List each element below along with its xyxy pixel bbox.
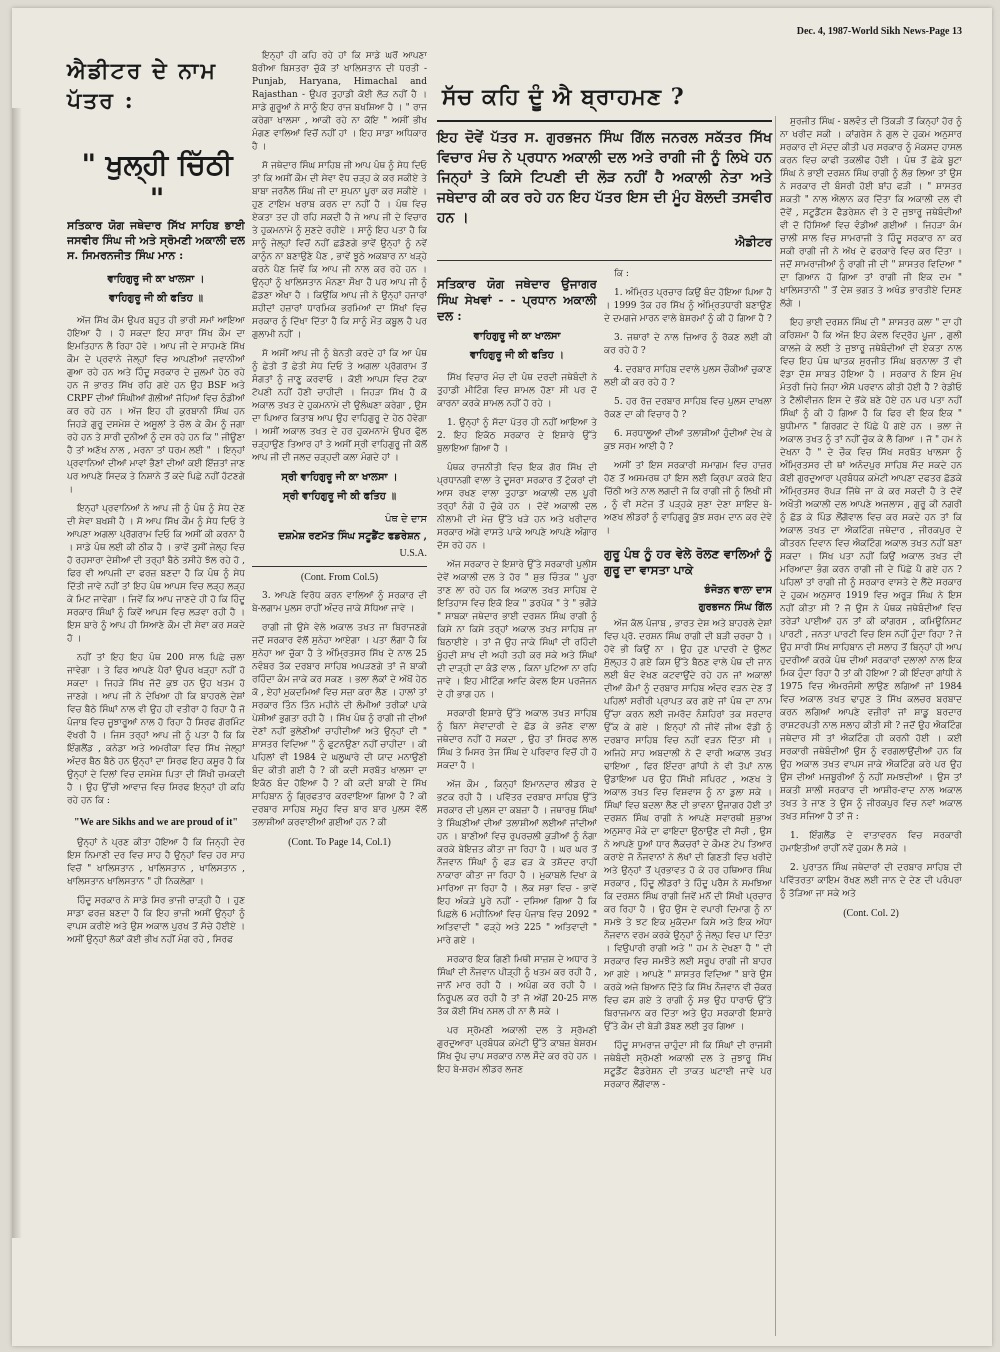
letter-2-address: ਸਤਿਕਾਰ ਯੋਗ ਜਥੇਦਾਰ ਉਜਾਗਰ ਸਿੰਘ ਸੇਖਵਾਂ - - ਪ੍ਰਧਾਨ ਅਕਾਲੀ ਦਲ : [437, 277, 597, 323]
page-folio: Dec. 4, 1987-World Sikh News-Page 13 [796, 26, 962, 37]
letter-2-para-4: ਅੱਜ ਸਰਕਾਰ ਦੇ ਇਸ਼ਾਰੇ ਉੱਤੇ ਸਰਕਾਰੀ ਪੁਲੀਸ ਦੇਵੇਂ ਅਕਾਲੀ ਦਲ ਤੇ ਹੋਰ " ਸ਼ੁਭ ਚਿੰਤਕ " ਪੂਰਾ ਤਾਣ ਲਾ ਰਹੇ ਹਨ ਕਿ ਅਕਾਲ ਤਖਤ ਸਾਹਿਬ ਦੇ ਇਤਿਹਾਸ ਵਿਚ ਇਕੋ ਇਕ " ਡਰਪੋਕ " ਤੇ " ਭਗੌੜੇ " ਸਾਬਕਾ ਜਥੇਦਾਰ ਭਾਈ ਦਰਸ਼ਨ ਸਿੰਘ ਰਾਗੀ ਨੂੰ ਕਿਸੇ ਨਾ ਕਿਸੇ ਤਰ੍ਹਾਂ ਅਕਾਲ ਤਖਤ ਸਾਹਿਬ ਜਾ ਬਿਠਾਈਏ । ਤਾਂ ਜੋ ਉਹ ਜਾਕੇ ਸਿੰਘਾਂ ਦੀ ਰਹਿੰਦੀ ਖੂੰਹਦੀ ਸ਼ਾਖ ਦੀ ਅਹੀ ਤਹੀ ਕਰ ਸਕੇ ਅਤੇ ਸਿੰਘਾਂ ਦੀ ਦਾੜ੍ਹੀ ਦਾ ਕੰਡੋ ਵਾਲ , ਕਿਨਾ ਪੁਟਿਆ ਨਾ ਰਹਿ ਜਾਵੇ । ਇਹ ਮੀਟਿੰਗ ਆਦਿ ਕੇਵਲ ਇਸ ਪਰਜੋਜਨ ਦੇ ਹੀ ਭਾਗ ਹਨ । [437, 560, 597, 700]
article-cont-para-2: ਰਾਗੀ ਜੀ ਉਸੇ ਵੇਲੇ ਅਕਾਲ ਤਖਤ ਜਾ ਬਿਰਾਜਣਗੇ ਜਦੋਂ ਸਰਕਾਰ ਵੱਲੋਂ ਸੁਨੇਹਾ ਆਏਗਾ । ਪਤਾ ਲੱਗਾ ਹੈ ਕਿ ਸੁਨੇਹਾ ਆ ਚੁੱਕਾ ਹੈ ਤੇ ਅੰਮ੍ਰਿਤਸਰ ਸਿੱਖ ਦੇ ਨਾਲ 25 ਨਵੰਬਰ ਤੱਕ ਦਰਬਾਰ ਸਾਹਿਬ ਅਪੜਣਗੇ ਤਾਂ ਜੋ ਬਾਕੀ ਰਹਿੰਦਾ ਕੰਮ ਜਾਕੇ ਕਰ ਸਕਣ । ਭਲਾ ਲੋਕਾਂ ਦੇ ਅੱਖੋਂ ਹੇਠ ਕੋ , ਏਹਾਂ ਮੁਕਦਮਿਆਂ ਵਿਚ ਸਜ਼ਾ ਕਰਾ ਲੈਣ । ਹਾਲਾਂ ਤਾਂ ਸਰਕਾਰ ਤਿੰਨ ਤਿੰਨ ਮਹੀਨੇ ਦੀ ਲੰਮੀਆਂ ਤਰੀਕਾਂ ਪਾਕੇ ਪੇਸ਼ੀਆਂ ਭੁਗਤਾ ਰਹੀ ਹੈ । ਸਿੱਖ ਪੰਥ ਨੂੰ ਰਾਗੀ ਜੀ ਦੀਆਂ ਦੇਣਾਂ ਨਹੀਂ ਭੁਲੇਣੀਆਂ ਚਾਹੀਦੀਆਂ ਅਤੇ ਉਨ੍ਹਾਂ ਦੀ " ਸ਼ਾਸਤਰ ਵਿਦਿਆ " ਨੂੰ ਫੁਟਨਉਣਾ ਨਹੀਂ ਚਾਹੀਦਾ । ਕੀ ਪਹਿਲਾਂ ਵੀ 1984 ਦੇ ਘਲੂਘਾਰੇ ਦੀ ਯਾਦ ਮਨਾਉਣੀ ਬੰਦ ਕੀਤੀ ਗਈ ਹੈ ? ਕੀ ਕਦੀ ਸਰਬੱਤ ਖਾਲਸਾ ਦਾ ਇਕੱਠ ਬੰਦ ਹੋਇਆ ਹੈ ? ਕੀ ਕਦੀ ਬਾਕੀ ਦੇ ਸਿੱਖ ਸਾਹਿਬਾਨ ਨੂੰ ਗ੍ਰਿਫਤਾਰ ਕਰਵਾਇਆ ਗਿਆ ਹੈ ? ਕੀ ਦਰਬਾਰ ਸਾਹਿਬ ਸਮੂਹ ਵਿਚ ਬਾਰ ਬਾਰ ਪੁਲਸ ਵੱਲੋਂ ਤਲਾਸ਼ੀਆਂ ਕਰਵਾਈਆਂ ਗਈਆਂ ਹਨ ? ਕੀ [252, 623, 427, 828]
letter-2-para-8: ਪਰ ਸ੍ਰੋਮਣੀ ਅਕਾਲੀ ਦਲ ਤੇ ਸ੍ਰੋਮਣੀ ਗੁਰਦੁਆਰਾ ਪ੍ਰਬੰਧਕ ਕਮੇਟੀ ਉੱਤੇ ਕਾਬਜ਼ ਬੇਸ਼ਰਮ ਸਿੱਖ ਚੁੱਪ ਚਾਪ ਸਰਕਾਰ ਨਾਲ ਸੌਦੇ ਕਰ ਰਹੇ ਹਨ । ਇਹ ਬੇ-ਸ਼ਰਮ ਲੀਡਰ ਲਜਣ [437, 1026, 597, 1075]
column-3 [437, 268, 597, 1352]
letter-2-q3: 3. ਜਥਾਰਾਂ ਦੇ ਨਾਲ ਜ਼ਿਆਰ ਨੂੰ ਰੋਕਣ ਲਈ ਕੀ ਕਰ ਰਹੇ ਹੋ ? [604, 333, 772, 356]
letter-2-para-6: ਅੱਜ ਕੌਮ , ਕਿਨ੍ਹਾਂ ਇਮਾਨਦਾਰ ਲੀਡਰ ਦੇ ਭਟਕ ਰਹੀ ਹੈ । ਪਵਿੱਤਰ ਦਰਬਾਰ ਸਾਹਿਬ ਉੱਤੇ ਸਰਕਾਰ ਦੀ ਪੁਲਸ ਦਾ ਕਬਜ਼ਾ ਹੈ । ਜਥਾਰਥੁ ਸਿੰਘਾਂ ਤੇ ਸਿੰਘਣੀਆਂ ਦੀਆਂ ਤਲਾਸ਼ੀਆਂ ਲਈਆਂ ਜਾਂਦੀਆਂ ਹਨ । ਬਾਣੀਆਂ ਵਿਚ ਰੁਪਰਚਲੀ ਕੁੜੀਆਂ ਨੂੰ ਨੰਗਾ ਕਰਕੇ ਬੇਇਜ਼ਤ ਕੀਤਾ ਜਾ ਰਿਹਾ ਹੈ । ਘਰ ਘਰ ਤੋਂ ਨੌਜਵਾਨ ਸਿੰਘਾਂ ਨੂੰ ਫੜ ਫੜ ਕੇ ਤਸ਼ੱਦਦ ਰਾਹੀਂ ਨਾਕਾਰਾ ਕੀਤਾ ਜਾ ਰਿਹਾ ਹੈ । ਮੁਕਾਬਲੇ ਦਿਖਾ ਕੇ ਮਾਰਿਆ ਜਾ ਰਿਹਾ ਹੈ । ਲੋਕ ਸਭਾ ਵਿਚ - ਭਾਵੇਂ ਇਹ ਅੰਕੜੇ ਪੂਰੇ ਨਹੀਂ - ਦਸਿਆ ਗਿਆ ਹੈ ਕਿ ਪਿਛਲੇ 6 ਮਹੀਨਿਆਂ ਵਿਚ ਪੰਜਾਬ ਵਿਚ 2092 " ਅਤਿਵਾਦੀ " ਫੜ੍ਹੇ ਅਤੇ 225 " ਅਤਿਵਾਦੀ " ਮਾਰੇ ਗਏ । [437, 780, 597, 946]
article-para-1: ਅੱਜ ਕੱਲ ਪੰਜਾਬ , ਭਾਰਤ ਦੇਸ਼ ਅਤੇ ਬਾਹਰਲੇ ਦੇਸ਼ਾਂ ਵਿਚ ਪ੍ਰੋ. ਦਰਸ਼ਨ ਸਿੰਘ ਰਾਗੀ ਦੀ ਬੜੀ ਚਰਚਾ ਹੈ । ਹੋਵੇ ਭੀ ਕਿਉਂ ਨਾ । ਉਹ ਹੁਣ ਪਾਦਰੀ ਦੇ ਉਲਟ ਸੁੱਲ੍ਹਤ ਹੋ ਗਏ ਕਿਸ ਉੱਤੇ ਬੈਠਣ ਵਾਲੇ ਪੰਥ ਦੀ ਜਾਨ ਲਈ ਬੰਦ ਵੇਖਣ ਕਟਵਾਉਂਦੇ ਰਹੇ ਹਨ ਜਾਂ ਅਕਾਲਾਂ ਦੀਆਂ ਕੌਮਾਂ ਨੂੰ ਦਰਬਾਰ ਸਾਹਿਬ ਅੰਦਰ ਵੜਨ ਦੇਣ ਤੋਂ ਪਹਿਲਾਂ ਸਰੀਰੀ ਪ੍ਰਾਪਤ ਕਰ ਗਏ ਜਾਂ ਪੰਥ ਦਾ ਨਾਮ ਉੱਚਾ ਕਰਨ ਲਈ ਜਮਰੋਦ ਨੰਸ਼ਹਿਰਾਂ ਤਕ ਸਰਦਾਰ ਉੱਕ ਕੇ ਗਏ । ਇਨ੍ਹਾਂ ਨੀ ਜੀਵੇਂ ਜੀਅ ਵੱਡੀ ਨੂੰ ਦਰਬਾਰ ਸਾਹਿਬ ਵਿਚ ਨਹੀਂ ਵੜਨ ਦਿੱਤਾ ਸੀ । ਅਜਿਹੇ ਸਾਹ ਅਬਦਾਲੀ ਨੇ ਦੋ ਵਾਰੀ ਅਕਾਲ ਤਖਤ ਢਾਇਆ , ਫਿਰ ਇੰਦਰਾ ਗਾਂਧੀ ਨੇ ਵੀ ਤੋਪਾਂ ਨਾਲ ਉਡਾਇਆ ਪਰ ਉਹ ਸਿੱਖੀ ਸਪਿਰਟ , ਅਣਖ ਤੇ ਅਕਾਲ ਤਖਤ ਵਿਚ ਵਿਸ਼ਵਾਸ ਨੂੰ ਨਾ ਡੁਲਾ ਸਕੇ । ਸਿੰਘਾਂ ਵਿਚ ਬਦਲਾ ਲੈਣ ਦੀ ਭਾਵਨਾ ਉਜਾਗਰ ਹੋਈ ਤਾਂ ਦਰਸ਼ਨ ਸਿੰਘ ਰਾਗੀ ਨੇ ਆਪਣੇ ਸਵਾਰਥੀ ਸੁਭਾਅ ਅਨੁਸਾਰ ਮੌਕੇ ਦਾ ਫਾਇਦਾ ਉਠਾਉਣ ਦੀ ਸੋਚੀ , ਉਸ ਨੇ ਆਪਣੇ ਧੂਆਂ ਧਾਰ ਲੈਕਚਰਾਂ ਦੇ ਕੌਮਣ ਟੇਪ ਤਿਆਰ ਕਰਾਏ ਜੋ ਨੌਜਵਾਨਾਂ ਨੇ ਲੱਖਾਂ ਦੀ ਗਿਣਤੀ ਵਿਚ ਖਰੀਦੇ ਅਤੇ ਉਨ੍ਹਾਂ ਤੋਂ ਪ੍ਰਭਾਵਤ ਹੋ ਕੇ ਹਰ ਹਥਿਆਰ ਸਿੰਘ ਸਰਕਾਰ , ਹਿੰਦੂ ਲੀਡਰਾਂ ਤੇ ਹਿੰਦੂ ਪਰੈਸ ਨੇ ਸਮਝਿਆ ਕਿ ਦਰਸ਼ਨ ਸਿੰਘ ਰਾਗੀ ਜਿਵੇਂ ਮਨੋਂ ਦੀ ਸਿੱਖੀ ਪ੍ਰਚਾਰ ਕਰ ਰਿਹਾ ਹੈ । ਉਹ ਉਸ ਦੇ ਵਪਾਰੀ ਦਿਮਾਗ ਨੂੰ ਨਾ ਸਮਝੇ ਤੇ ਝਟ ਇਕ ਮੁਕੱਦਮਾ ਕਿਸੇ ਅਤੇ ਇਕ ਅੱਧਾ ਨੌਜਵਾਨ ਵਰਮ ਕਰਕੇ ਉਨ੍ਹਾਂ ਨੂੰ ਜੇਲ੍ਹ ਵਿਚ ਪਾ ਦਿੱਤਾ । ਵਿਉਪਾਰੀ ਰਾਗੀ ਅਤੇ " ਹਮ ਨੇ ਦੇਖਣਾ ਹੈ " ਦੀ ਸਰਕਾਰ ਵਿਚ ਸਮਝੌਤੇ ਲਈ ਸਰੂਪ ਰਾਗੀ ਜੀ ਬਾਹਰ ਆ ਗਏ । ਆਪਣੇ " ਸ਼ਾਸਤਰ ਵਿਦਿਆ " ਬਾਰੇ ਉਸ ਕਰਕੇ ਅਜੇ ਬਿਆਨ ਦਿੱਤੇ ਕਿ ਸਿੱਖ ਨੌਜਵਾਨ ਵੀ ਚੱਕਰ ਵਿਚ ਫਸ ਗਏ ਤੇ ਰਾਗੀ ਨੂੰ ਸਭ ਉਹ ਧਾਰਾਓ ਉੱਤੇ ਬਿਰਾਜਮਾਨ ਕਰ ਦਿੱਤਾ ਅਤੇ ਉਹ ਸਰਕਾਰੀ ਇਸ਼ਾਰੇ ਉੱਤੇ ਕੌਮ ਦੀ ਬੇੜੀ ਡੋਬਣ ਲਈ ਤੁਰ ਗਿਆ । [604, 619, 772, 1032]
continued-from-note: (Cont. From Col.5) [252, 566, 427, 584]
letter-2-para-7: ਸਰਕਾਰ ਇਕ ਗਿਣੀ ਮਿਥੀ ਸਾਜ਼ਸ਼ ਦੇ ਅਧਾਰ ਤੇ ਸਿੰਘਾਂ ਦੀ ਨੌਜਵਾਨ ਪੀੜ੍ਹੀ ਨੂੰ ਖਤਮ ਕਰ ਰਹੀ ਹੈ , ਜਾਨੋਂ ਮਾਰ ਰਹੀ ਹੈ । ਅਪੰਗ ਕਰ ਰਹੀ ਹੈ । ਨਿਰੂਪਲ ਕਰ ਰਹੀ ਹੈ ਤਾਂ ਜੋ ਅੱਗੋਂ 20-25 ਸਾਲ ਤੱਕ ਕੋਈ ਸਿੱਖ ਨਸਲ ਹੀ ਨਾ ਲੈ ਸਕੇ । [437, 955, 597, 1017]
column-2 [252, 50, 427, 1340]
editor-intro-sign: ਐਡੀਟਰ [735, 235, 772, 249]
letter-1-greeting-2: ਵਾਹਿਗੁਰੂ ਜੀ ਕੀ ਫਤਿਹ ॥ [109, 293, 203, 304]
letter-2-greeting-1: ਵਾਹਿਗੁਰੂ ਜੀ ਕਾ ਖਾਲਸਾ [473, 331, 561, 342]
letter-1-closing-2: ਸ੍ਰੀ ਵਾਹਿਗੁਰੂ ਜੀ ਕੀ ਫਤਿਹ ॥ [282, 491, 397, 502]
letter-2-sign-1: ਝੰਜੋੜਨ ਵਾਲਾ ਦਾਸ [704, 585, 772, 596]
column-1 [67, 8, 245, 1298]
editor-intro-text: ਇਹ ਦੋਵੇਂ ਪੱਤਰ ਸ. ਗੁਰਭਜਨ ਸਿੰਘ ਗਿੱਲ ਜਨਰਲ ਸਕੱਤਰ ਸਿੱਖ ਵਿਚਾਰ ਮੰਚ ਨੇ ਪ੍ਰਧਾਨ ਅਕਾਲੀ ਦਲ ਅਤੇ ਰਾਗੀ ਜੀ ਨੂੰ ਲਿਖੇ ਹਨ ਜਿਨ੍ਹਾਂ ਤੇ ਕਿਸੇ ਟਿਪਣੀ ਦੀ ਲੋੜ ਨਹੀਂ ਹੈ ਅਕਾਲੀ ਨੇਤਾ ਅਤੇ ਜਥੇਦਾਰ ਕੀ ਕਰ ਰਹੇ ਹਨ ਇਹ ਪੱਤਰ ਇਸ ਦੀ ਮੂੰਹ ਬੋਲਦੀ ਤਸਵੀਰ ਹਨ । [437, 130, 772, 226]
article-cont-para-1: 3. ਆਪਣੇ ਵਿਰੋਧ ਕਰਨ ਵਾਲਿਆਂ ਨੂੰ ਸਰਕਾਰ ਦੀ ਬੇ-ਲਗਾਮ ਪੁਲਸ ਰਾਹੀਂ ਅੰਦਰ ਜਾਕੇ ਸੋਧਿਆ ਜਾਵੇ । [252, 591, 427, 614]
letter-1-para-2: ਇਨ੍ਹਾਂ ਪ੍ਰਵਾਨਿਆਂ ਨੇ ਆਪ ਜੀ ਨੂੰ ਪੰਥ ਨੂੰ ਸੇਧ ਦੇਣ ਦੀ ਸੇਵਾ ਬਖਸ਼ੀ ਹੈ । ਸੋ ਆਪ ਸਿੱਖ ਕੌਮ ਨੂੰ ਸੇਧ ਦਿਓ ਤੇ ਆਪਣਾ ਅਗਲਾ ਪ੍ਰੋਗਰਾਮ ਦਿਓ ਕਿ ਅਸੀਂ ਕੀ ਕਰਨਾ ਹੈ । ਸਾਡੇ ਪੰਥ ਲਈ ਕੀ ਠੀਕ ਹੈ । ਭਾਵੇਂ ਤੁਸੀਂ ਜੇਲ੍ਹ ਵਿਚ ਹੋ ਰਹਸਾਰਾ ਦੇਸ਼ੀਆਂ ਦੀ ਤਰ੍ਹਾਂ ਬੈਠੇ ਤਸੀਹੇ ਝੱਲ ਰਹੇ ਹੋ , ਫਿਰ ਵੀ ਆਪਜੀ ਦਾ ਫਰਜ਼ ਬਣਦਾ ਹੈ ਕਿ ਪੰਥ ਨੂੰ ਸੇਧ ਦਿੱਤੀ ਜਾਵੇ ਨਹੀਂ ਤਾਂ ਇਹ ਪੰਥ ਆਪਸ ਵਿਚ ਲੜ੍ਹ ਲੜ੍ਹ ਕੇ ਮਿਟ ਜਾਵੇਗਾ । ਜਿਵੇਂ ਕਿ ਆਪ ਜਾਣਦੇ ਹੀ ਹੋ ਕਿ ਹਿੰਦੂ ਸਰਕਾਰ ਸਿੰਘਾਂ ਨੂੰ ਕਿਵੇਂ ਆਪਸ ਵਿਚ ਲੜਵਾ ਰਹੀ ਹੈ । ਇਸ ਬਾਰੇ ਨੂੰ ਆਪ ਹੀ ਸਿਆਣੇ ਕੌਮ ਦੀ ਸੇਵਾ ਕਰ ਸਕਦੇ ਹੋ । [67, 504, 245, 644]
article-para-4: ਇਹ ਭਾਈ ਦਰਸ਼ਨ ਸਿੰਘ ਦੀ " ਸ਼ਾਸਤਰ ਕਲਾ " ਦਾ ਹੀ ਕਰਿਸ਼ਮਾ ਹੈ ਕਿ ਅੱਜ ਇਹ ਕੇਵਲ ਵਿਦ੍ਰੋਹ ਪੂਜਾ , ਗੁਲੀ ਕਾਲਜੇ ਕੇ ਲਈ ਤੇ ਜੁਝਾਰੂ ਜਥੇਬੰਦੀਆਂ ਦੀ ਏਕਤਾ ਨਾਲ ਵਿਚ ਇਹ ਪੰਥ ਘਾਤਕ ਸੁਰਜੀਤ ਸਿੰਘ ਬਰਨਾਲਾ ਤੋਂ ਵੀ ਵੱਡਾ ਦੋਸ਼ ਸਾਬਤ ਹੋਇਆ ਹੈ । ਸਰਕਾਰ ਨੇ ਇਸ ਮੁੱਖ ਮੰਤਰੀ ਜਿਹੇ ਜਿਹਾ ਐਸੋ ਪਰਵਾਨ ਕੀਤੀ ਹੋਈ ਹੈ ? ਰੇਡੀਓ ਤੇ ਟੈਲੀਵੀਜ਼ਨ ਇਸ ਦੇ ਭੋਂਕੇ ਬਣੇ ਹੋਏ ਹਨ ਪਰ ਪਤਾ ਨਹੀਂ ਸਿੰਘਾਂ ਨੂੰ ਕੀ ਹੋ ਗਿਆ ਹੈ ਕਿ ਫਿਰ ਵੀ ਇਕ ਇਕ " ਬੁਧੀਮਾਨ " ਗਿਰਗਟ ਦੇ ਪਿੱਛੇ ਪੈ ਗਏ ਹਨ । ਭਲਾ ਜੇ ਅਕਾਲ ਤਖਤ ਨੂੰ ਤਾਂ ਨਹੀਂ ਚੁੱਕ ਕੇ ਲੈ ਗਿਆ । ਜੋ " ਹਮ ਨੇ ਦੇਖਨਾ ਹੈ " ਦੇ ਚੌਕ ਵਿਚ ਸਿੱਖ ਸਰਬੱਤ ਖਾਲਸਾ ਨੂੰ ਅੰਮ੍ਰਿਤਸਰ ਦੀ ਥਾਂ ਅਨੰਦਪੁਰ ਸਾਹਿਬ ਸੱਦ ਸਕਦੇ ਹਨ ਕੋਈ ਗੁਰਦੁਆਰਾ ਪ੍ਰਬੰਧਕ ਕਮੇਟੀ ਆਪਣਾ ਦਫਤਰ ਛੱਡਕੇ ਅੰਮ੍ਰਿਤਸਰ ਰੋਪੜ ਜਿੱਥੇ ਜਾ ਕੇ ਕਰ ਸਕਦੀ ਹੈ ਤੇ ਦੋਵੇਂ ਅਖੌਤੀ ਅਕਾਲੀ ਦਲ ਆਪਣੇ ਅਜਲਾਸ , ਗੁਰੂ ਕੀ ਨਗਰੀ ਨੂੰ ਛੱਡ ਕੇ ਪਿੰਡ ਲੌਂਗੋਵਾਲ ਵਿਚ ਕਰ ਸਕਦੇ ਹਨ ਤਾਂ ਕਿ ਅਕਾਲ ਤਖਤ ਦਾ ਐਕਟਿੰਗ ਜਥੇਦਾਰ , ਜੀਰਕਪੁਰ ਦੇ ਕੀਤਰਨ ਦਿਵਾਨ ਵਿਚ ਐਕਟਿੰਗ ਅਕਾਲ ਤਖਤ ਨਹੀਂ ਬਣਾ ਸਕਦਾ । ਸਿੱਖ ਪਤਾ ਨਹੀਂ ਕਿਉਂ ਅਕਾਲ ਤਖਤ ਦੀ ਮਰਿਆਦਾ ਭੰਗ ਕਰਨ ਰਾਗੀ ਜੀ ਦੇ ਪਿੱਛੇ ਪੈ ਗਏ ਹਨ ? ਪਹਿਲਾਂ ਤਾਂ ਰਾਗੀ ਜੀ ਨੂੰ ਸਰਕਾਰ ਵਾਸਤੇ ਦੇ ਲੈਂਦੇ ਸਰਕਾਰ ਦੇ ਹੁਕਮ ਅਨੁਸਾਰ 1919 ਵਿਚ ਅਰੂੜ ਸਿੰਘ ਨੇ ਇਸ ਨਹੀਂ ਕੀਤਾ ਸੀ ? ਜੋ ਉਸ ਨੇ ਪੰਥਕ ਜਥੇਬੰਦੀਆਂ ਵਿਚ ਤਰੇੜਾਂ ਪਾਈਆਂ ਹਨ ਤਾਂ ਕੀ ਕਾਂਗਰਸ , ਕਮਿਊਨਿਸਟ ਪਾਰਟੀ , ਜਨਤਾ ਪਾਰਟੀ ਵਿਚ ਇਸ ਨਹੀਂ ਹੁੰਦਾ ਰਿਹਾ ? ਜੇ ਉਹ ਸਾਰੀ ਸਿੱਖ ਸਾਹਿਬਾਨ ਦੀ ਸਲਾਹ ਤੋਂ ਬਿਨ੍ਹਾਂ ਹੀ ਆਪ ਹੁਦਰੀਆਂ ਕਰਕੇ ਪੰਥ ਦੀਆਂ ਸਰਕਾਰਾਂ ਦਲਾਲਾਂ ਨਾਲ ਇਕ ਮਿਕ ਹੁੰਦਾ ਰਿਹਾ ਹੈ ਤਾਂ ਕੀ ਹੋਇਆ ? ਕੀ ਇੰਦਰਾ ਗਾਂਧੀ ਨੇ 1975 ਵਿਚ ਐਮਰਜੰਸੀ ਲਾਉਣ ਲਗਿਆਂ ਜਾਂ 1984 ਵਿਚ ਅਕਾਲ ਤਖਤ ਢਾਹੁਣ ਤੇ ਸਿੱਖ ਕਲਚਰ ਬਰਬਾਦ ਕਰਨ ਲਗਿਆਂ ਆਪਣੇ ਵਜ਼ੀਰਾਂ ਜਾਂ ਸ਼ਾਡੂ ਬਰਦਾਰ ਰਾਸ਼ਟਰਪਤੀ ਨਾਲ ਸਲਾਹ ਕੀਤੀ ਸੀ ? ਜਦੋਂ ਉਹ ਐਕਟਿੰਗ ਜਥੇਦਾਰ ਸੀ ਤਾਂ ਐਕਟਿੰਗ ਹੀ ਕਰਨੀ ਹੋਈ । ਕਈ ਸਰਕਾਰੀ ਜਥੇਬੰਦੀਆਂ ਉਸ ਨੂੰ ਵਰਗਲਾਉਂਦੀਆਂ ਹਨ ਕਿ ਉਹ ਅਕਾਲ ਤਖਤ ਵਾਪਸ ਜਾਕੇ ਐਕਟਿੰਗ ਕਰੇ ਪਰ ਉਹ ਉਸ ਦੀਆਂ ਮਜਬੂਰੀਆਂ ਨੂੰ ਨਹੀਂ ਸਮਝਦੀਆਂ । ਉਸ ਤਾਂ ਸ਼ਕਤੀ ਸ਼ਾਲੀ ਸਰਕਾਰ ਦੀ ਆਸ਼ੀਰ-ਵਾਦ ਨਾਲ ਅਕਾਲ ਤਖਤ ਤੇ ਜਾਣ ਤੇ ਉਸ ਨੂੰ ਜੀਰਕਪੁਰ ਵਿਚ ਨਵਾਂ ਅਕਾਲ ਤਖਤ ਸਜਿਆ ਹੈ ਤਾਂ ਜੋ : [780, 318, 962, 822]
open-letter-title: " ਖੁਲ੍ਹੀ ਚਿੱਠੀ " [81, 148, 233, 215]
letter-2-greeting-2: ਵਾਹਿਗੁਰੂ ਜੀ ਕੀ ਫਤਿਹ । [470, 350, 564, 361]
editor-intro [437, 120, 772, 252]
english-quote: "We are Sikhs and we are proud of it" [74, 817, 238, 828]
letter-1-para-1: ਅੱਜ ਸਿੱਖ ਕੌਮ ਉਪਰ ਬਹੁਤ ਹੀ ਭਾਰੀ ਸਮਾਂ ਆਇਆ ਹੋਇਆ ਹੈ । ਹੋ ਸਕਦਾ ਇਹ ਸਾਰਾ ਸਿੱਖ ਕੌਮ ਦਾ ਇਮਤਿਹਾਨ ਲੈ ਰਿਹਾ ਹੋਵੇ । ਆਪ ਜੀ ਦੇ ਸਾਹਮਣੇ ਸਿੱਖ ਕੌਮ ਦੇ ਪ੍ਰਵਾਨੇ ਜੇਲ੍ਹਾਂ ਵਿਚ ਆਪਣੀਆਂ ਜਵਾਨੀਆਂ ਗੁਆ ਰਹੇ ਹਨ ਅਤੇ ਹਿੰਦੂ ਸਰਕਾਰ ਦੇ ਜ਼ੁਲਮਾਂ ਹੇਠ ਰਹੇ ਹਨ ਜੋ ਭਾਰਤ ਸਿੱਖ ਰਹਿ ਗਏ ਹਨ ਉਹ BSF ਅਤੇ CRPF ਦੀਆਂ ਸਿੰਘੀਆਂ ਗੋਲੀਆਂ ਜੋਹਿਆਂ ਵਿਚ ਠੰਡੀਆਂ ਕਰ ਰਹੇ ਹਨ । ਅੱਜ ਇਹ ਹੀ ਕੁਰਬਾਨੀ ਸਿੰਘ ਹਨ ਜਿਹੜੇ ਗੁਰੂ ਦਸਮੇਸ਼ ਦੇ ਅਸੂਲਾਂ ਤੇ ਚੱਲ ਕੇ ਕੌਮ ਨੂੰ ਜਗਾ ਰਹੇ ਹਨ ਤੇ ਸਾਰੀ ਦੁਨੀਆਂ ਨੂੰ ਦਸ ਰਹੇ ਹਨ ਕਿ " ਜੀਊਣਾ ਹੈ ਤਾਂ ਅਣੱਖ ਨਾਲ , ਮਰਨਾ ਤਾਂ ਧਰਮ ਲਈ " । ਇਨ੍ਹਾਂ ਪ੍ਰਵਾਨਿਆਂ ਦੀਆਂ ਮਾਵਾਂ ਭੈਣਾਂ ਦੀਆਂ ਕਈ ਇੱਜ਼ਤਾਂ ਜਾਣ ਪਰ ਆਪਣੇ ਸਿਦਕ ਤੇ ਨਿਸ਼ਾਨੇ ਤੋਂ ਕਦੇ ਪਿਛੇ ਨਹੀਂ ਹੱਟਣਗੇ । [67, 316, 245, 495]
letter-1-signer-country: U.S.A. [399, 548, 427, 559]
letter-1-greeting-1: ਵਾਹਿਗੁਰੂ ਜੀ ਕਾ ਖਾਲਸਾ । [107, 274, 205, 285]
letter-2-sign-heading: ਗੁਰੂ ਪੰਥ ਨੂੰ ਹਰ ਵੇਲੇ ਰੋਲਣ ਵਾਲਿਆਂ ਨੂੰ ਗੁਰੂ ਦਾ ਵਾਸਤਾ ਪਾਕੇ [604, 547, 772, 577]
column-divider-4-5 [775, 116, 776, 1336]
letter-1-closing-1: ਸ੍ਰੀ ਵਾਹਿਗੁਰੂ ਜੀ ਕਾ ਖਾਲਸਾ । [281, 472, 398, 483]
continued-col-note: (Cont. Col. 2) [843, 908, 899, 919]
article-title: ਸੱਚ ਕਹਿ ਦੂੰ ਐ ਬ੍ਰਾਹਮਣ ? [442, 84, 685, 110]
letter-1-signer-line: ਪੰਥ ਦੇ ਦਾਸ [385, 514, 427, 525]
letter-2-q6: 6. ਸਰਧਾਲੂਆਂ ਦੀਆਂ ਤਲਾਸ਼ੀਆਂ ਹੁੰਦੀਆਂ ਦੇਖ ਕੇ ਕੁਝ ਸਰਮ ਆਈ ਹੈ ? [604, 429, 772, 452]
letter-2-closing-para: ਅਸੀਂ ਤਾਂ ਇਸ ਸਰਕਾਰੀ ਸਮਾਗਮ ਵਿਚ ਹਾਜ਼ਰ ਹੋਣ ਤੋਂ ਅਸਮਰਥ ਹਾਂ ਇਸ ਲਈ ਕ੍ਰਿਪਾ ਕਰਕੇ ਇਹ ਚਿੱਠੀ ਅਤੇ ਨਾਲ ਲਗਦੀ ਜੋ ਕਿ ਰਾਗੀ ਜੀ ਨੂੰ ਲਿਖੀ ਸੀ , ਨੂੰ ਵੀ ਸਟੇਜ ਤੋਂ ਪੜ੍ਹਕੇ ਸੁਣਾ ਦੇਣਾ ਸ਼ਾਇਦ ਬੇ-ਅਣਖ ਲੀਡਰਾਂ ਨੂੰ ਵਾਹਿਗੁਰੂ ਕੁੱਝ ਸ਼ਰਮ ਦਾਨ ਕਰ ਦੇਵੇ । [604, 461, 772, 536]
intro-bottom-rule [437, 260, 772, 261]
letter-2-para-5: ਸਰਕਾਰੀ ਇਸ਼ਾਰੇ ਉੱਤੇ ਅਕਾਲ ਤਖਤ ਸਾਹਿਬ ਨੂੰ ਬਿਨਾ ਸੇਵਾਦਾਰੀ ਦੇ ਛੱਡ ਕੇ ਭਜੱਣ ਵਾਲਾ ਜਥੇਦਾਰ ਨਹੀਂ ਹੋ ਸਕਦਾ , ਉਹ ਤਾਂ ਸਿਰਫ ਲਾਲ ਸਿੰਘ ਤੇ ਮਿਸਰ ਤੇਜ ਸਿੰਘ ਦੇ ਪਰਿਵਾਰ ਵਿਚੋਂ ਹੀ ਹੋ ਸਕਦਾ ਹੈ । [437, 709, 597, 771]
column-4 [604, 268, 772, 1352]
letter-2-q5: 5. ਹਰ ਰੋਜ਼ ਦਰਬਾਰ ਸਾਹਿਬ ਵਿਚ ਪੁਲਸ ਦਾਖਲਾ ਰੋਕਣ ਦਾ ਕੀ ਵਿਚਾਰ ਹੈ ? [604, 397, 772, 420]
newspaper-page [12, 8, 992, 1346]
letter-1-address: ਸਤਿਕਾਰ ਯੋਗ ਜਥੇਦਾਰ ਸਿੱਖ ਸਾਹਿਬ ਭਾਈ ਜਸਵੀਰ ਸਿੰਘ ਜੀ ਅਤੇ ਸ੍ਰੋਮਣੀ ਅਕਾਲੀ ਦਲ ਸ. ਸਿਮਰਨਜੀਤ ਸਿੰਘ ਮਾਨ : [67, 219, 245, 262]
letters-headline: ਐਡੀਟਰ ਦੇ ਨਾਮ ਪੱਤਰ : [67, 58, 217, 114]
article-para-3: ਸੁਰਜੀਤ ਸਿੰਘ - ਬਲਵੰਤ ਦੀ ਤਿੱਕੜੀ ਤੋਂ ਕਿਨ੍ਹਾਂ ਹੋਰ ਨੂੰ ਨਾ ਖਰੀਦ ਸਕੀ । ਕਾਂਗਰੇਸ ਨੇ ਗੁਲ ਦੇ ਹੁਕਮ ਅਨੁਸਾਰ ਸਰਕਾਰ ਦੀ ਮੱਦਦ ਕੀਤੀ ਪਰ ਸਰਕਾਰ ਨੂੰ ਮੱਕਸਦ ਹਾਸਲ ਕਰਨ ਵਿਚ ਕਾਫੀ ਤਕਲੀਫ ਹੋਈ । ਪੰਥ ਤੋਂ ਛੇਕੇ ਬੂਟਾ ਸਿੰਘ ਨੇ ਭਾਈ ਦਰਸ਼ਨ ਸਿੰਘ ਰਾਗੀ ਨੂੰ ਲੱਭ ਲਿਆ ਤਾਂ ਉਸ ਨੇ ਸਰਕਾਰ ਦੀ ਬੰਸਰੀ ਹੋਈ ਬਾਂਹ ਫੜੀ । " ਸ਼ਾਸਤਰ ਸ਼ਕਤੀ " ਨਾਲ ਐਲਾਨ ਕਰ ਦਿੱਤਾ ਕਿ ਅਕਾਲੀ ਦਲ ਵੀ ਦੋਵੇਂ , ਸਟੂਡੈਂਟਸ ਫੈਡਰੇਸ਼ਨ ਵੀ ਤੇ ਦੋ ਜੁਝਾਰੂ ਜਥੇਬੰਦੀਆਂ ਵੀ ਦੋ ਹਿੱਸਿਆਂ ਵਿਚ ਵੰਡੀਆਂ ਗਈਆਂ । ਜਿਹੜਾ ਕੰਮ ਚਾਲੀ ਸਾਲ ਵਿਚ ਸਾਮਰਾਜੀ ਤੇ ਹਿੰਦੂ ਸਰਕਾਰ ਨਾ ਕਰ ਸਕੀ ਰਾਗੀ ਜੀ ਨੇ ਅੱਖ ਦੇ ਫਰਕਾਰੇ ਵਿਚ ਕਰ ਦਿੱਤਾ । ਜਦੋਂ ਸਾਮਰਾਜੀਆਂ ਨੂੰ ਰਾਗੀ ਜੀ ਦੀ " ਸ਼ਾਸਤਰ ਵਿਦਿਆ " ਦਾ ਗਿਆਨ ਹੋ ਗਿਆ ਤਾਂ ਰਾਗੀ ਜੀ ਇਕ ਦਮ " ਖਾਲਿਸਤਾਨੀ " ਤੋਂ ਦੇਸ਼ ਭਗਤ ਤੇ ਅਖੰਡ ਭਾਰਤੀਏ ਦਿਸਣ ਲੱਗੇ । [780, 117, 962, 309]
letter-1-cont-para-3: ਸੋ ਅਸੀਂ ਆਪ ਜੀ ਨੂੰ ਬੇਨਤੀ ਕਰਦੇ ਹਾਂ ਕਿ ਆ ਪੰਥ ਨੂੰ ਛੇਤੀ ਤੋਂ ਛੇਤੀ ਸੇਧ ਦਿਓ ਤੇ ਅਗਲਾ ਪ੍ਰੋਗਰਾਮ ਤੋਂ ਸੰਗਤਾਂ ਨੂੰ ਜਾਣੂ ਕਰਵਾਓ । ਕੋਈ ਆਪਸ ਵਿਚ ਟੋਕਾ ਟੋਪਣੀ ਨਹੀਂ ਹੋਣੀ ਚਾਹੀਦੀ । ਜਿਹੜਾ ਸਿੱਖ ਹੈ ਕੋ ਅਕਾਲ ਤਖਤ ਦੇ ਹੁਕਮਨਾਮੇ ਦੀ ਉਲੰਘਣਾ ਕਰੇਗਾ , ਉਸ ਦਾ ਪਿਆਰ ਕਿਤਾਬ ਆਪ ਉਹ ਵਾਹਿਗੁਰੂ ਦੇ ਹੇਠ ਹੋਵੇਗਾ । ਅਸੀਂ ਅਕਾਲ ਤਖਤ ਦੇ ਹਰ ਹੁਕਮਨਾਮੇ ਉਪਰ ਫੁੱਲ ਚੜ੍ਹਾਉਣ ਤਿਆਰ ਹਾਂ ਤੇ ਅਸੀਂ ਸ੍ਰੀ ਵਾਹਿਗੁਰੂ ਜੀ ਕੋਲੋਂ ਆਪ ਜੀ ਦੀ ਜਲਦ ਚੜ੍ਹਦੀ ਕਲਾ ਮੰਗਦੇ ਹਾਂ । [252, 349, 427, 463]
column-5 [780, 116, 962, 1352]
letter-2-para-3: ਪੰਥਕ ਰਾਜਨੀਤੀ ਵਿਚ ਇਕ ਗੋਰ ਸਿੱਖ ਦੀ ਪ੍ਰਧਾਨਗੀ ਵਾਲਾ ਤੇ ਦੂਸਰਾ ਸਰਕਾਰ ਤੋਂ ਟੁੱਕਰਾਂ ਦੀ ਆਸ ਰਖਣ ਵਾਲਾ ਤੁਹਾਡਾ ਅਕਾਲੀ ਦਲ ਪੂਰੀ ਤਰ੍ਹਾਂ ਨੰਗੇ ਹੋ ਚੁੱਕੇ ਹਨ । ਦੋਵੇਂ ਅਕਾਲੀ ਦਲ ਨੀਲਾਮੀ ਦੀ ਮੇਜ਼ ਉੱਤੇ ਖੜੇ ਹਨ ਅਤੇ ਖਰੀਦਾਰ ਸਰਕਾਰ ਅੱਗੇ ਵਾਸਤੇ ਪਾਕੇ ਆਪਣੇ ਆਪਣੇ ਅੰਗਾਰ ਦੱਸ ਰਹੇ ਹਨ । [437, 463, 597, 551]
article-point-2: 2. ਪੁਰਾਤਨ ਸਿੰਘ ਜਥੇਦਾਰਾਂ ਦੀ ਦਰਬਾਰ ਸਾਹਿਬ ਦੀ ਪਵਿੱਤਰਤਾ ਕਾਇਮ ਰੱਖਣ ਲਈ ਜਾਨ ਦੇ ਦੇਣ ਦੀ ਪਰੰਪਰਾ ਨੂੰ ਤੋੜਿਆ ਜਾ ਸਕੇ ਅਤੇ [780, 863, 962, 899]
article-para-2: ਹਿੰਦੂ ਸਾਮਰਾਜ ਚਾਹੁੰਦਾ ਸੀ ਕਿ ਸਿੰਘਾਂ ਦੀ ਰਾਜਸੀ ਜਥੇਬੰਦੀ ਸ੍ਰੋਮਣੀ ਅਕਾਲੀ ਦਲ ਤੇ ਜੁਝਾਰੂ ਸਿੱਖ ਸਟੂਡੈਂਟ ਫੈਡਰੇਸ਼ਨ ਦੀ ਤਾਕਤ ਘਟਾਈ ਜਾਵੇ ਪਰ ਸਰਕਾਰ ਲੌਂਗੋਵਾਲ - [604, 1041, 772, 1090]
letter-1-para-5: ਹਿੰਦੂ ਸਰਕਾਰ ਨੇ ਸਾਡੇ ਸਿਰ ਭਾਜੀ ਚਾੜ੍ਹੀ ਹੈ । ਹੁਣ ਸਾਡਾ ਫਰਜ਼ ਬਣਦਾ ਹੈ ਕਿ ਇਹ ਭਾਜੀ ਅਸੀਂ ਉਨ੍ਹਾਂ ਨੂੰ ਵਾਪਸ ਕਰੀਏ ਅਤੇ ਉਸ ਅਕਾਲ ਪੁਰਖ ਤੋਂ ਸੱਚੇ ਹੋਈਏ । ਅਸੀਂ ਉਨ੍ਹਾਂ ਲੋਕਾਂ ਕੋਈ ਭੀਖ ਨਹੀਂ ਮੰਗ ਰਹੇ , ਸਿਰਫ [67, 896, 245, 945]
letter-1-para-3: ਨਹੀਂ ਤਾਂ ਇਹ ਇਹ ਪੰਥ 200 ਸਾਲ ਪਿਛੇ ਚਲਾ ਜਾਵੇਗਾ । ਤੇ ਫਿਰ ਆਪਣੇ ਪੈਰਾਂ ਉਪਰ ਖੜ੍ਹਾ ਨਹੀਂ ਹੋ ਸਕਦਾ । ਜਿਹੜੇ ਸਿੱਖ ਜੱਦੋ ਕੁਝ ਹਨ ਉਹ ਖਤਮ ਹੋ ਜਾਣਗੇ । ਆਪ ਜੀ ਨੇ ਦੇਖਿਆ ਹੀ ਕਿ ਬਾਹਰਲੇ ਦੇਸ਼ਾਂ ਵਿਚ ਬੈਠੇ ਸਿੰਘਾਂ ਨਾਲ ਵੀ ਉਹ ਹੀ ਵਤੀਰਾ ਹੋ ਰਿਹਾ ਹੈ ਜੋ ਪੰਜਾਬ ਵਿਚ ਜੂਝਾਰੂਆਂ ਨਾਲ ਹੋ ਰਿਹਾ ਹੈ ਸਿਰਫ ਗੋਰਮਿੰਟ ਵੱਖਰੀ ਹੈ । ਜਿਸ ਤਰ੍ਹਾਂ ਆਪ ਜੀ ਨੂੰ ਪਤਾ ਹੈ ਕਿ ਕਿ ਇੰਗਲੈਂਡ , ਕਨੇਡਾ ਅਤੇ ਅਮਰੀਕਾ ਵਿਚ ਸਿੱਖ ਜੇਲ੍ਹਾਂ ਅੰਦਰ ਬੈਠ ਬੈਠੇ ਹਨ ਉਨ੍ਹਾਂ ਦਾ ਸਿਰਫ ਇਹ ਕਸੂਰ ਹੈ ਕਿ ਉਨ੍ਹਾਂ ਦੇ ਦਿਲਾਂ ਵਿਚ ਦਸਮੇਸ਼ ਪਿਤਾ ਦੀ ਸਿੱਖੀ ਚਮਕਦੀ ਹੈ । ਉਹ ਉੱਚੀ ਆਵਾਜ਼ ਵਿਚ ਸਿਰਫ ਇਨ੍ਹਾਂ ਹੀ ਕਹਿ ਰਹੇ ਹਨ ਕਿ : [67, 653, 245, 806]
letter-2-q1: 1. ਅੰਮ੍ਰਿਤ ਪ੍ਰਚਾਰ ਕਿਉਂ ਬੰਦ ਹੋਇਆ ਪਿਆ ਹੈ । 1999 ਤੱਕ ਹਰ ਸਿੱਖ ਨੂੰ ਅੰਮ੍ਰਿਤਧਾਰੀ ਬਣਾਉਣ ਦੇ ਦਮਗਜੇ ਮਾਰਨ ਵਾਲੇ ਬੇਸ਼ਰਮਾਂ ਨੂੰ ਕੀ ਹੋ ਗਿਆ ਹੈ ? [604, 288, 772, 324]
letter-1-para-4: ਉਨ੍ਹਾਂ ਨੇ ਪ੍ਰਣ ਕੀਤਾ ਹੋਇਆ ਹੈ ਕਿ ਜਿਨ੍ਹੀ ਦੇਰ ਇਸ ਨਿਮਾਣੀ ਦਰ ਵਿਚ ਸਾਹ ਹੈ ਉਨ੍ਹਾਂ ਵਿਚ ਹਰ ਸਾਹ ਵਿਚੋਂ " ਖਾਲਿਸਤਾਨ , ਖਾਲਿਸਤਾਨ , ਖਾਲਿਸਤਾਨ , ਖਾਲਿਸਤਾਨ ਖਾਲਿਸਤਾਨ " ਹੀ ਨਿਕਲੇਗਾ । [67, 838, 245, 887]
letter-2-sign-2: ਗੁਰਭਜਨ ਸਿੰਘ ਗਿੱਲ [698, 602, 772, 613]
letter-2-q4: 4. ਦਰਬਾਰ ਸਾਹਿਬ ਦਵਾਲੇ ਪੁਲਸ ਚੌਕੀਆਂ ਚੁਕਾਣ ਲਈ ਕੀ ਕਰ ਰਹੇ ਹੋ ? [604, 365, 772, 388]
page-spine-shadow [12, 108, 22, 1238]
article-point-1: 1. ਇੰਗਲੈਂਡ ਦੇ ਵਾਤਾਵਰਨ ਵਿਚ ਸਰਕਾਰੀ ਹਮਾਇਤੀਆਂ ਰਾਹੀਂ ਨਵੇਂ ਹੁਕਮ ਲੈ ਸਕੇ । [780, 831, 962, 854]
letter-1-cont-para-1: ਇਨ੍ਹਾਂ ਹੀ ਕਹਿ ਰਹੇ ਹਾਂ ਕਿ ਸਾਡੇ ਘਰੋਂ ਆਪਣਾ ਬੋਰੀਆ ਬਿਸਤਰਾ ਚੁੱਕੋ ਤਾਂ ਖਾਲਿਸਤਾਨ ਦੀ ਧਰਤੀ - Punjab, Haryana, Himachal and Rajasthan - ਉਪਰ ਤੁਹਾਡੀ ਕੋਈ ਲੋੜ ਨਹੀਂ ਹੈ । ਸਾਡੇ ਗੁਰੂਆਂ ਨੇ ਸਾਨੂੰ ਇਹ ਰਾਜ ਬਖਸ਼ਿਆ ਹੈ । " ਰਾਜ ਕਰੇਗਾ ਖਾਲਸਾ , ਆਕੀ ਰਹੇ ਨਾ ਕੋਇ " ਅਸੀਂ ਭੀਖ ਮੰਗਣ ਵਾਲਿਆਂ ਵਿਚੋਂ ਨਹੀਂ ਹਾਂ । ਇਹ ਸਾਡਾ ਅਧਿਕਾਰ ਹੈ । [252, 51, 427, 152]
letter-2-para-2: 1. ਉਨ੍ਹਾਂ ਨੂੰ ਸੱਦਾ ਪੱਤਰ ਹੀ ਨਹੀਂ ਆਇਆ ਤੇ 2. ਇਹ ਇਕੱਠ ਸਰਕਾਰ ਦੇ ਇਸ਼ਾਰੇ ਉੱਤੇ ਬੁਲਾਇਆ ਗਿਆ ਹੈ । [437, 418, 597, 454]
letter-1-signer-org: ਦਸ਼ਮੇਸ਼ ਰਣਮੱਤ ਸਿੰਘ ਸਟੂਡੈਂਟ ਫਡਰੇਸ਼ਨ , [278, 531, 427, 542]
continued-to-note: (Cont. To Page 14, Col.1) [288, 837, 391, 848]
letter-1-cont-para-2: ਸੋ ਜਥੇਦਾਰ ਸਿੰਘ ਸਾਹਿਬ ਜੀ ਆਪ ਪੰਥ ਨੂੰ ਸੇਧ ਦਿਓ ਤਾਂ ਕਿ ਅਸੀਂ ਕੌਮ ਦੀ ਸੇਵਾ ਵੱਧ ਚੜ੍ਹ ਕੇ ਕਰ ਸਕੀਏ ਤੇ ਬਾਬਾ ਜਰਨੈਲ ਸਿੰਘ ਜੀ ਦਾ ਸੁਪਨਾ ਪੂਰਾ ਕਰ ਸਕੀਏ । ਹੁਣ ਟਾਇਮ ਖਰਾਬ ਕਰਨ ਦਾ ਨਹੀਂ ਹੈ । ਪੰਥ ਵਿਚ ਏਕਤਾ ਤਦ ਹੀ ਰਹਿ ਸਕਦੀ ਹੈ ਜੇ ਆਪ ਜੀ ਦੇ ਵਿਚਾਰ ਤੇ ਹੁਕਮਨਾਮੇ ਨੂੰ ਸੁਣਦੇ ਰਹੀਏ । ਸਾਨੂੰ ਇਹ ਪਤਾ ਹੈ ਕਿ ਸਾਨੂੰ ਜੇਲ੍ਹਾਂ ਵਿਚੋਂ ਨਹੀਂ ਛਡੋਣਗੇ ਭਾਵੇਂ ਉਨ੍ਹਾਂ ਨੂੰ ਨਵੇਂ ਕਾਨੂੰਨ ਨਾ ਬਣਾਉਣੇ ਪੈਣ , ਭਾਵੇਂ ਝੂਠੇ ਅਕਬਾਰ ਨਾ ਖੜ੍ਹੇ ਕਰਨੇ ਪੈਣ ਜਿਵੇਂ ਕਿ ਆਪ ਜੀ ਨਾਲ ਕਰ ਰਹੇ ਹਨ । ਉਨ੍ਹਾਂ ਨੂੰ ਖਾਲਿਸਤਾਨ ਮੰਨਣਾ ਸੌਖਾ ਹੈ ਪਰ ਆਪ ਜੀ ਨੂੰ ਛੱਡਣਾ ਔਖਾ ਹੈ । ਕਿਉਂਕਿ ਆਪ ਜੀ ਨੇ ਉਨ੍ਹਾਂ ਹਜਾਰਾਂ ਸ਼ਹੀਦਾਂ ਹਜ਼ਾਰਾਂ ਧਾਰਮਿਕ ਭਰਮਿਆਂ ਦਾ ਸਿੱਖਾਂ ਵਿਚ ਸਰਕਾਰ ਨੂੰ ਦਿੱਖਾ ਦਿੱਤਾ ਹੈ ਕਿ ਸਾਨੂੰ ਮੌਤ ਕਬੂਲ ਹੈ ਪਰ ਗੁਲਾਮੀ ਨਹੀਂ । [252, 161, 427, 340]
letter-2-lead: ਕਿ : [614, 269, 629, 279]
letter-2-para-1: ਸਿੱਖ ਵਿਚਾਰ ਮੰਚ ਦੀ ਪੰਥ ਦਰਦੀ ਜਥੇਬੰਦੀ ਨੇ ਤੁਹਾਡੀ ਮੀਟਿੰਗ ਵਿਚ ਸ਼ਾਮਲ ਹੋਣਾ ਸੀ ਪਰ ਦੋ ਕਾਰਨਾ ਕਰਕੇ ਸ਼ਾਮਲ ਨਹੀਂ ਹੋ ਰਹੇ । [437, 373, 597, 409]
column-1-body [67, 218, 245, 953]
